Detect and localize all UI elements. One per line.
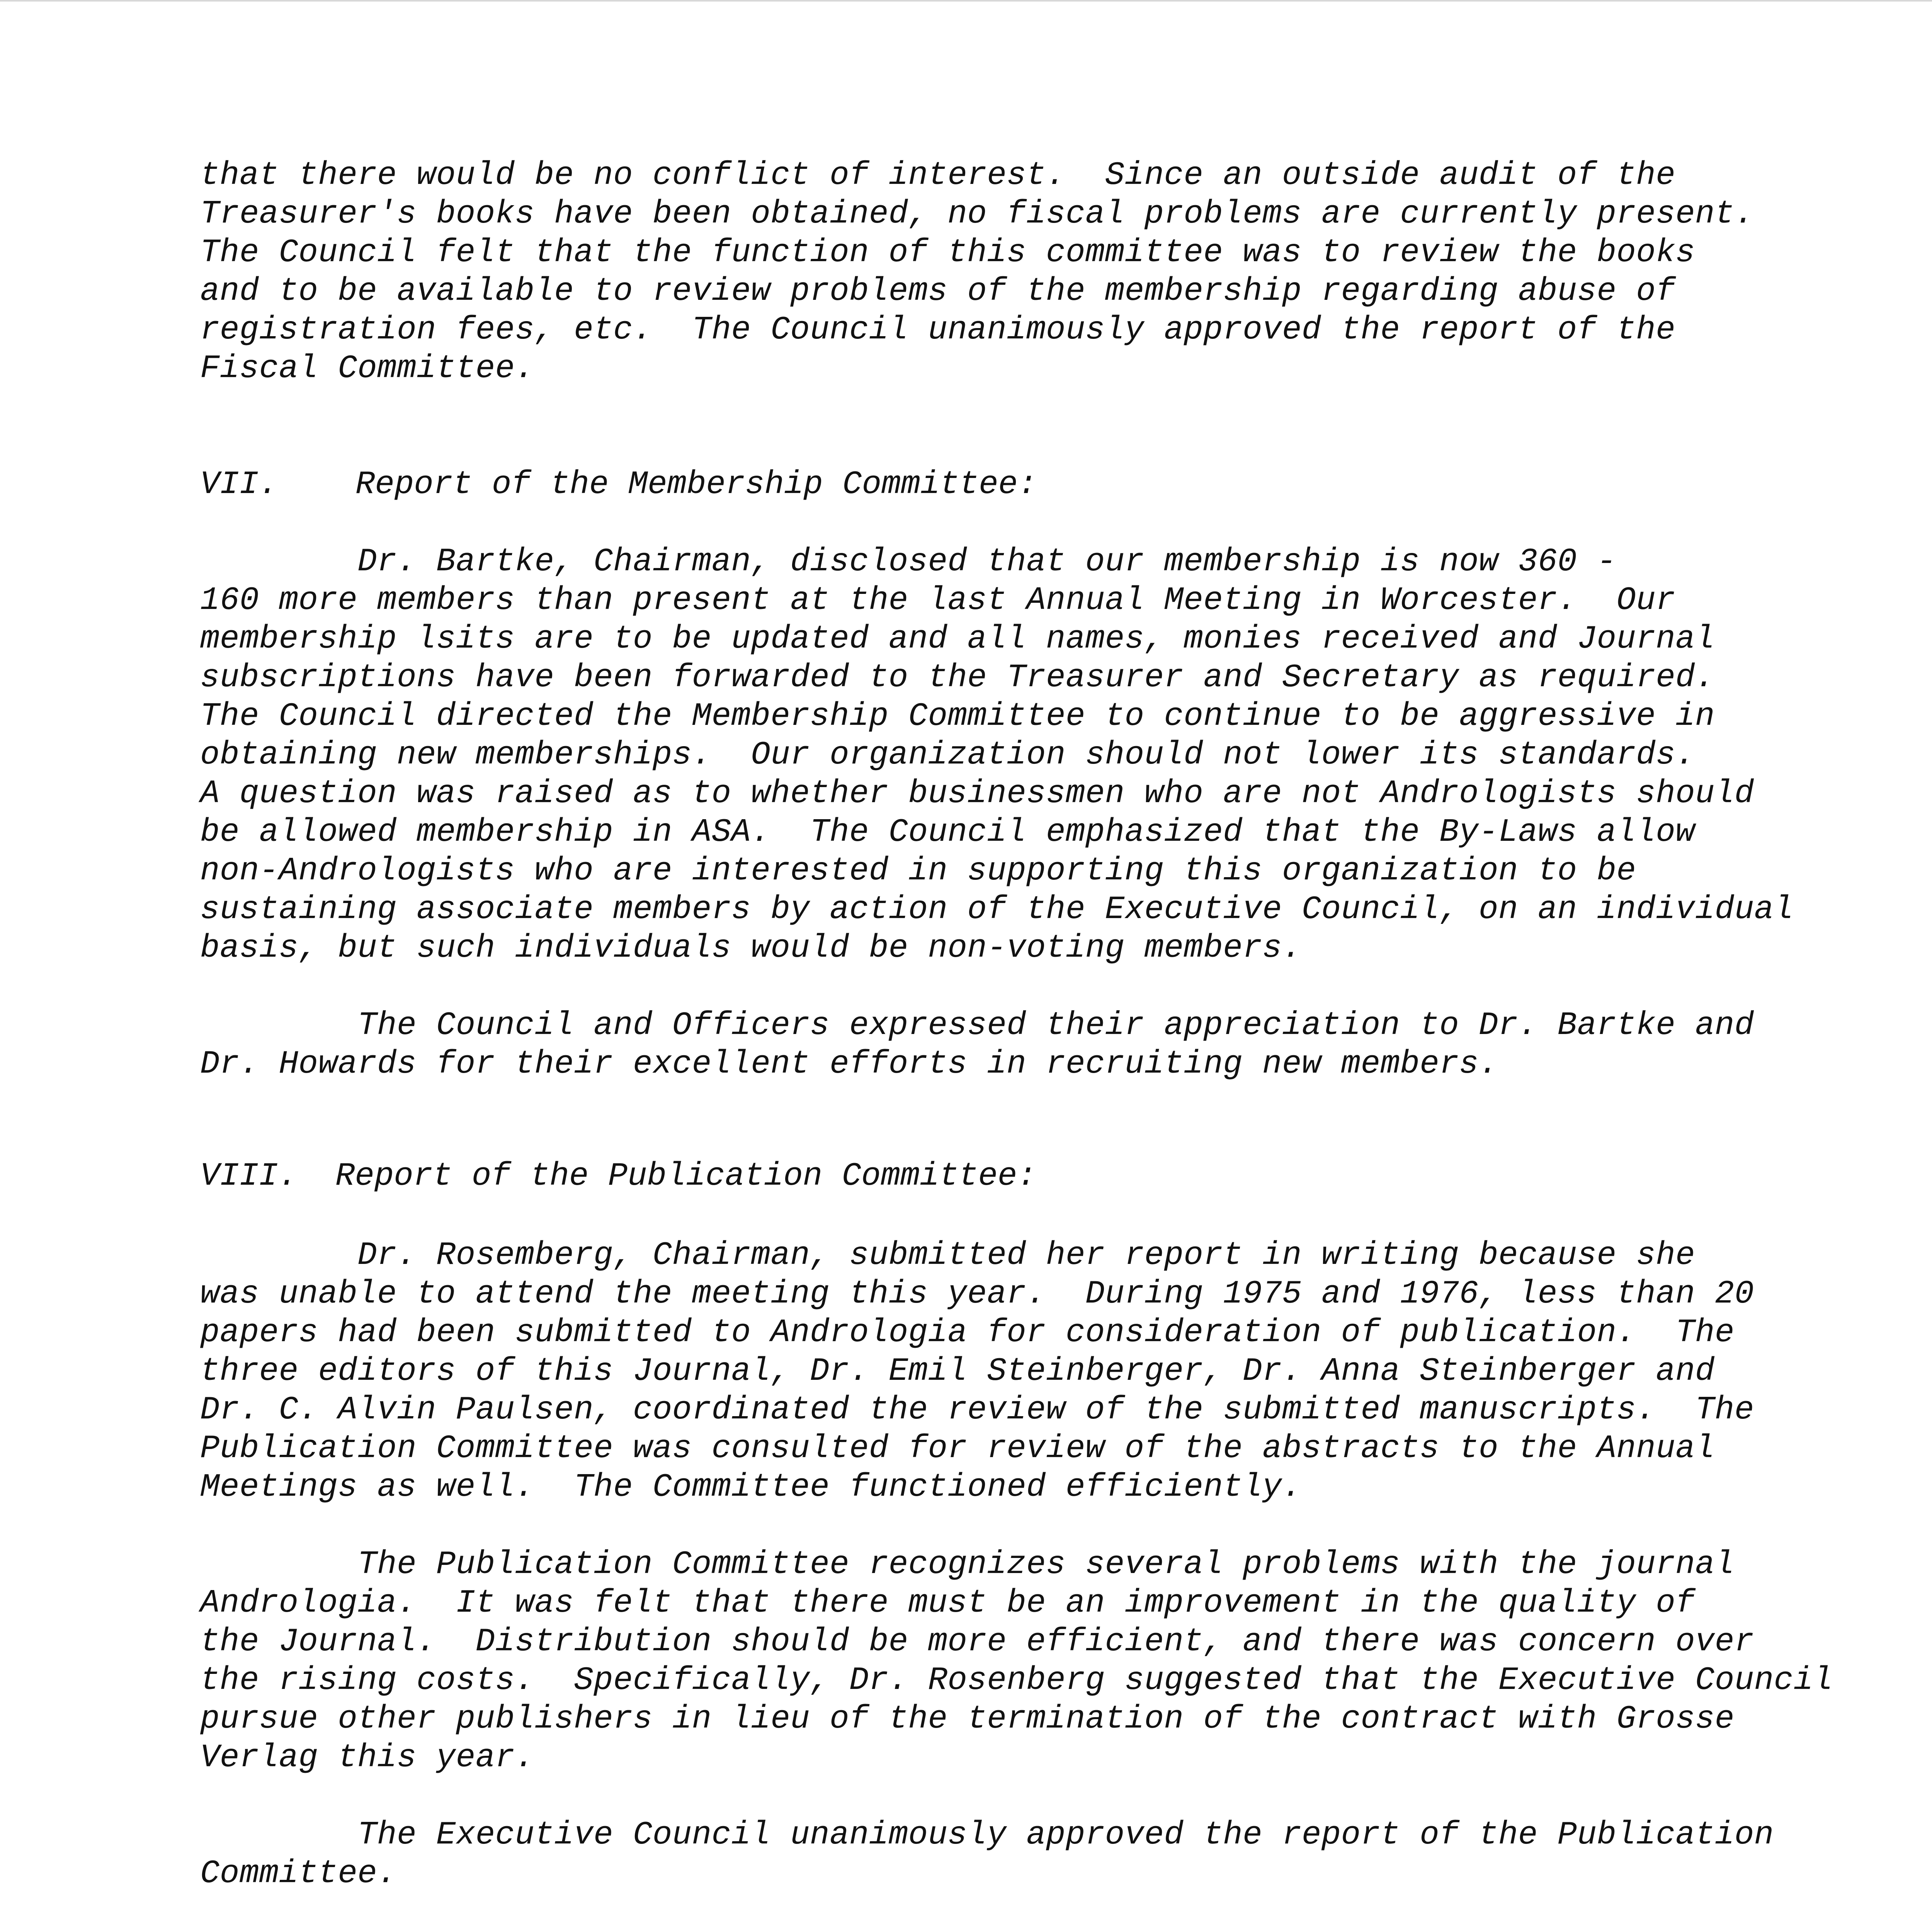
section-number: VIII. [200,1158,298,1195]
text-line: Committee. [200,1855,397,1892]
section-number: VII. [200,466,278,503]
text-line: Publication Committee was consulted for review of the abstracts to the Annual [200,1430,1715,1467]
text-line: The Council felt that the function of this committee was to review the books [200,235,1696,271]
text-line: obtaining new memberships. Our organization should not lower its standards. [200,737,1696,774]
text-line: was unable to attend the meeting this year. During 1975 and 1976, less than 20 [200,1276,1754,1313]
text-line: papers had been submitted to Andrologia for consideration of publication. The [200,1315,1735,1351]
text-line: the Journal. Distribution should be more efficient, and there was concern over [200,1624,1754,1660]
text-line: and to be available to review problems of the membership regarding abuse of [200,273,1676,310]
text-line: non-Andrologists who are interested in supporting this organization to be [200,853,1636,889]
text-line: 160 more members than present at the last Annual Meeting in Worcester. Our [200,582,1676,619]
text-line: basis, but such individuals would be non-voting members. [200,930,1302,967]
scan-edge [0,0,1932,2]
text-line: The Council directed the Membership Committee to continue to be aggressive in [200,698,1715,735]
text-line: subscriptions have been forwarded to the Treasurer and Secretary as required. [200,660,1715,696]
text-line: Treasurer's books have been obtained, no fiscal problems are currently present. [200,196,1754,233]
text-line: A question was raised as to whether businessmen who are not Andrologists should [200,776,1754,812]
text-line: The Council and Officers expressed their appreciation to Dr. Bartke and [200,1007,1754,1044]
text-line: that there would be no conflict of interest. Since an outside audit of the [200,157,1676,194]
text-line: The Executive Council unanimously approved the report of the Publication [200,1817,1774,1854]
section-title: Report of the Membership Committee: [355,466,1037,503]
text-line: pursue other publishers in lieu of the termination of the contract with Grosse [200,1701,1735,1738]
text-line: Meetings as well. The Committee functioned efficiently. [200,1469,1302,1506]
text-line: sustaining associate members by action of the Executive Council, on an individual [200,891,1794,928]
text-line: Dr. C. Alvin Paulsen, coordinated the review of the submitted manuscripts. The [200,1392,1754,1429]
text-line: be allowed membership in ASA. The Council emphasized that the By-Laws allow [200,814,1696,851]
text-line: Dr. Howards for their excellent efforts in recruiting new members. [200,1046,1498,1083]
text-line: Fiscal Committee. [200,350,535,387]
text-line: The Publication Committee recognizes several problems with the journal [200,1546,1735,1583]
text-line: the rising costs. Specifically, Dr. Rosenberg suggested that the Executive Council [200,1662,1833,1699]
text-line: Verlag this year. [200,1740,535,1776]
section-title: Report of the Publication Committee: [335,1158,1037,1195]
text-line: registration fees, etc. The Council unanimously approved the report of the [200,312,1676,349]
text-line: Andrologia. It was felt that there must be an improvement in the quality of [200,1585,1696,1622]
text-line: membership lsits are to be updated and all names, monies received and Journal [200,621,1715,658]
text-line: Dr. Bartke, Chairman, disclosed that our membership is now 360 - [200,544,1617,580]
text-line: three editors of this Journal, Dr. Emil Steinberger, Dr. Anna Steinberger and [200,1353,1715,1390]
text-line: Dr. Rosemberg, Chairman, submitted her report in writing because she [200,1237,1696,1274]
